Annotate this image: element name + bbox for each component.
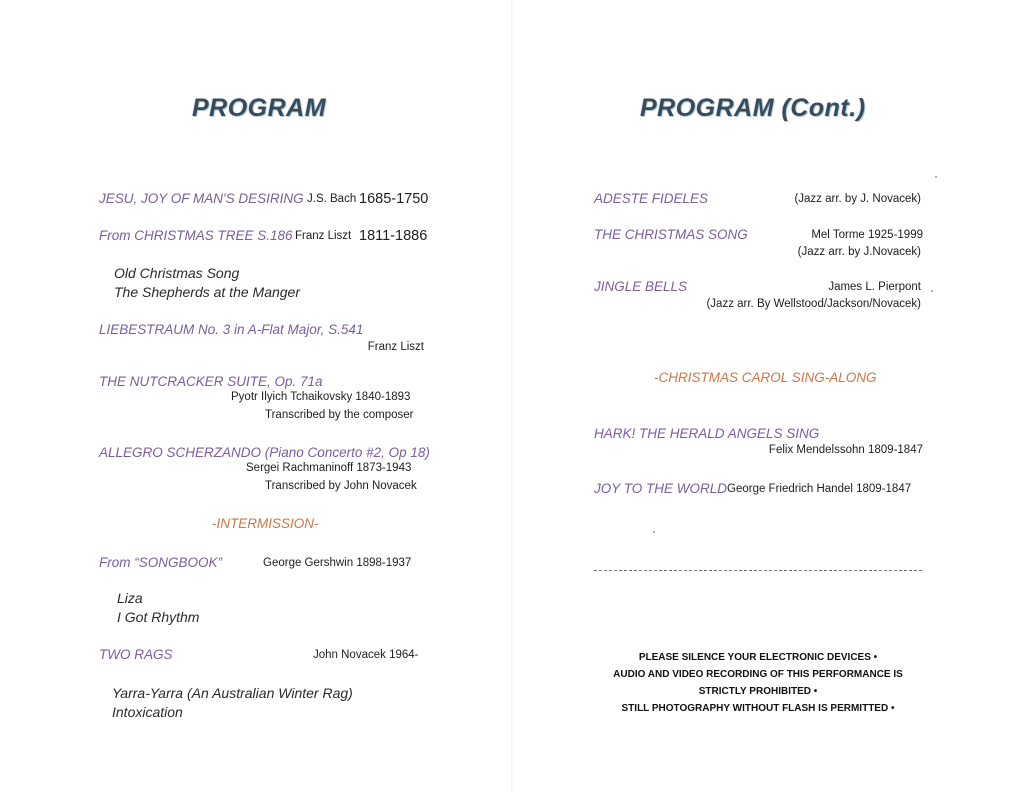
adeste-note: (Jazz arr. by J. Novacek): [794, 193, 921, 205]
hark-composer: Felix Mendelssohn 1809-1847: [768, 444, 923, 456]
nutcracker-note: Transcribed by the composer: [265, 409, 414, 421]
list-item: The Shepherds at the Manger: [114, 284, 301, 300]
christmas-tree-dates: 1811-1886: [359, 228, 428, 244]
dashed-divider: [594, 570, 922, 571]
notice-line: STILL PHOTOGRAPHY WITHOUT FLASH IS PERMITTED •: [621, 703, 895, 714]
two-rags-composer: John Novacek 1964-: [313, 649, 419, 661]
jesu-title: JESU, JOY OF MAN'S DESIRING: [99, 191, 304, 206]
jingle-bells-title: JINGLE BELLS: [594, 279, 688, 294]
intermission-label: -INTERMISSION-: [212, 516, 319, 531]
christmas-song-note: (Jazz arr. by J.Novacek): [797, 246, 921, 258]
scan-speck: [653, 531, 655, 533]
notice-line: PLEASE SILENCE YOUR ELECTRONIC DEVICES •: [638, 652, 878, 663]
joy-composer: George Friedrich Handel 1809-1847: [727, 483, 912, 495]
jesu-composer: J.S. Bach: [307, 193, 357, 205]
list-item: Old Christmas Song: [114, 265, 240, 281]
notice-line: AUDIO AND VIDEO RECORDING OF THIS PERFORMANCE IS: [613, 669, 903, 680]
songbook-composer: George Gershwin 1898-1937: [263, 557, 412, 569]
adeste-title: ADESTE FIDELES: [594, 191, 709, 206]
allegro-composer: Sergei Rachmaninoff 1873-1943: [246, 462, 412, 474]
liebestraum-title: LIEBESTRAUM No. 3 in A-Flat Major, S.541: [99, 322, 364, 337]
scan-speck: [931, 290, 933, 292]
list-item: Intoxication: [112, 704, 183, 720]
christmas-song-title: THE CHRISTMAS SONG: [594, 227, 748, 242]
scan-speck: [935, 176, 937, 178]
nutcracker-composer: Pyotr Ilyich Tchaikovsky 1840-1893: [231, 391, 411, 403]
list-item: I Got Rhythm: [117, 609, 200, 625]
songbook-title: From “SONGBOOK”: [99, 555, 223, 570]
singalong-label: -CHRISTMAS CAROL SING-ALONG: [654, 370, 877, 385]
christmas-song-composer: Mel Torme 1925-1999: [811, 229, 923, 241]
program-heading: PROGRAM: [192, 94, 327, 122]
allegro-note: Transcribed by John Novacek: [265, 480, 417, 492]
allegro-title: ALLEGRO SCHERZANDO (Piano Concerto #2, Op 18): [99, 445, 430, 460]
list-item: Liza: [117, 590, 143, 606]
program-cont-heading: PROGRAM (Cont.): [640, 94, 866, 122]
two-rags-title: TWO RAGS: [99, 647, 173, 662]
joy-title: JOY TO THE WORLD: [594, 481, 728, 496]
christmas-tree-title: From CHRISTMAS TREE S.186: [99, 228, 293, 243]
liebestraum-composer: Franz Liszt: [367, 341, 424, 353]
list-item: Yarra-Yarra (An Australian Winter Rag): [112, 685, 353, 701]
notice-line: STRICTLY PROHIBITED •: [698, 686, 818, 697]
hark-title: HARK! THE HERALD ANGELS SING: [594, 426, 820, 441]
jingle-bells-composer: James L. Pierpont: [828, 281, 921, 293]
jesu-dates: 1685-1750: [359, 191, 429, 207]
christmas-tree-composer: Franz Liszt: [295, 230, 352, 242]
nutcracker-title: THE NUTCRACKER SUITE, Op. 71a: [99, 374, 323, 389]
jingle-bells-note: (Jazz arr. By Wellstood/Jackson/Novacek): [706, 298, 921, 310]
